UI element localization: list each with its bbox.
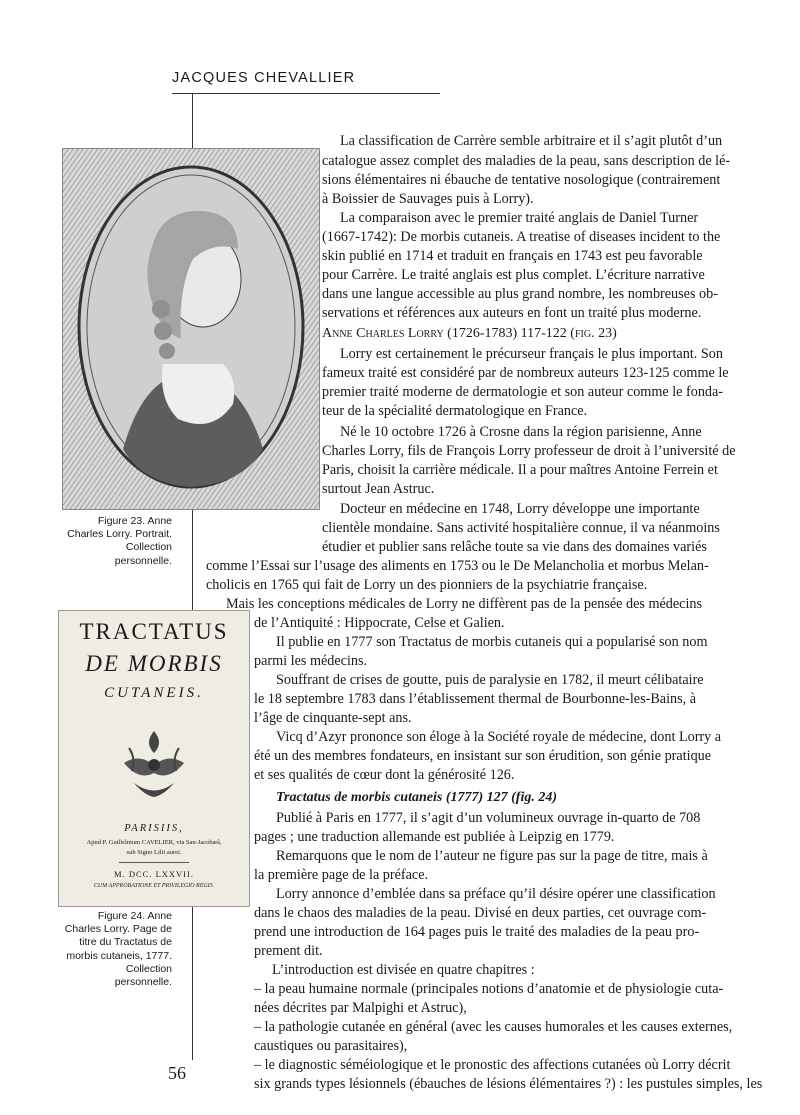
text-line: la première page de la préface.: [254, 867, 429, 883]
text-line: La classification de Carrère semble arbitraire et il s’agit plutôt d’un: [340, 133, 723, 149]
text-line: pour Carrère. Le traité anglais est plus complet. L’écriture narrative: [322, 267, 705, 283]
text-line: – la pathologie cutanée en général (avec les causes humorales et les causes externes,: [254, 1019, 733, 1035]
text-line: Charles Lorry, fils de François Lorry professeur de droit à l’université de: [322, 443, 736, 459]
text-line: prend une introduction de 164 pages puis le traité des maladies de la peau pro-: [254, 924, 700, 940]
page-number: 56: [168, 1063, 186, 1083]
imprint-rule: [119, 862, 189, 863]
text-line: le 18 septembre 1783 dans l’établissement thermal de Bourbonne-les-Bains, à: [254, 691, 697, 707]
text-line: Lorry est certainement le précurseur français le plus important. Son: [340, 346, 723, 362]
figure-24-caption: Figure 24. Anne Charles Lorry. Page de titre du Tractatus de morbis cutaneis, 1777. Collection personnelle.: [64, 910, 172, 989]
imprint-date: M. DCC. LXXVII.: [114, 869, 194, 879]
text-line: sions élémentaires ni ébauche de tentative nosologique (contrairement: [322, 172, 721, 188]
text-line: six grands types lésionnels (ébauches de lésions élémentaires ?) : les pustules simples, les: [254, 1076, 763, 1092]
text-line: Remarquons que le nom de l’auteur ne figure pas sur la page de titre, mais à: [276, 848, 708, 864]
printer-ornament: [114, 723, 194, 803]
text-line: l’âge de cinquante-sept ans.: [254, 710, 412, 726]
text-line: fameux traité est considéré par de nombreux auteurs 123-125 comme le: [322, 365, 729, 381]
running-header: JACQUES CHEVALLIER: [172, 70, 356, 86]
text-line: L’introduction est divisée en quatre chapitres :: [272, 962, 535, 978]
imprint-privilege: CUM APPROBATIONE ET PRIVILEGIO REGIS.: [93, 883, 215, 889]
text-line: (1667-1742): De morbis cutaneis. A treatise of diseases incident to the: [322, 229, 721, 245]
title-line-1: TRACTATUS: [79, 619, 229, 644]
text-line: servations et références aux auteurs en font un traité plus moderne.: [322, 305, 702, 321]
section-heading-lorry: Anne Charles Lorry (1726-1783) 117-122 (fig. 23): [322, 326, 617, 341]
text-line: caustiques ou parasitaires),: [254, 1038, 408, 1054]
text-line: Vicq d’Azyr prononce son éloge à la Société royale de médecine, dont Lorry a: [276, 729, 722, 745]
section-heading-tractatus: Tractatus de morbis cutaneis (1777) 127 (fig. 24): [276, 790, 558, 805]
text-line: teur de la spécialité dermatologique en France.: [322, 403, 588, 419]
figure-23-caption: Figure 23. Anne Charles Lorry. Portrait. Collection personnelle.: [67, 515, 172, 567]
text-line: surtout Jean Astruc.: [322, 481, 435, 497]
text-line: parmi les médecins.: [254, 653, 368, 669]
text-line: – la peau humaine normale (principales notions d’anatomie et de physiologie cuta-: [254, 981, 724, 997]
text-line: de l’Antiquité : Hippocrate, Celse et Galien.: [254, 615, 505, 631]
tractatus-title-page: [58, 610, 250, 907]
text-line: prement dit.: [254, 943, 323, 959]
text-line: Publié à Paris en 1777, il s’agit d’un volumineux ouvrage in-quarto de 708: [276, 810, 701, 826]
text-line: premier traité moderne de dermatologie et son auteur comme le fonda-: [322, 384, 724, 400]
text-line: été un des membres fondateurs, en insistant sur son érudition, son génie pratique: [254, 748, 712, 764]
text-line: La comparaison avec le premier traité anglais de Daniel Turner: [340, 210, 699, 226]
imprint-city: PARISIIS,: [124, 823, 184, 834]
text-line: à Boissier de Sauvages puis à Lorry).: [322, 191, 534, 207]
portrait-illustration: [63, 149, 319, 509]
text-line: et ses qualités de cœur dont la générosité 126.: [254, 767, 515, 783]
text-line: clientèle mondaine. Sans activité hospitalière connue, il va néanmoins: [322, 520, 720, 536]
text-line: Paris, choisit la carrière médicale. Il a pour maîtres Antoine Ferrein et: [322, 462, 718, 478]
imprint-line-1: Apud P. Guillelmum CAVELIER, via San-Jacobæâ,: [86, 839, 222, 846]
title-line-2: DE MORBIS: [85, 651, 223, 676]
text-line: – le diagnostic séméiologique et le pronostic des affections cutanées où Lorry décrit: [254, 1057, 731, 1073]
text-line: Lorry annonce d’emblée dans sa préface qu’il désire opérer une classification: [276, 886, 716, 902]
text-line: pages ; une traduction allemande est publiée à Leipzig en 1779.: [254, 829, 615, 845]
text-line: étudier et publier sans relâche toute sa vie dans des domaines variés: [322, 539, 707, 555]
text-line: dans le chaos des maladies de la peau. Divisé en deux parties, cet ouvrage com-: [254, 905, 707, 921]
text-line: Souffrant de crises de goutte, puis de paralysie en 1782, il meurt célibataire: [276, 672, 704, 688]
text-line: Mais les conceptions médicales de Lorry ne diffèrent pas de la pensée des médecins: [226, 596, 703, 612]
text-line: Docteur en médecine en 1748, Lorry développe une importante: [340, 501, 700, 517]
text-line: cholicis en 1765 qui fait de Lorry un des pionniers de la psychiatrie française.: [206, 577, 648, 593]
text-line: catalogue assez complet des maladies de la peau, sans description de lé-: [322, 153, 731, 169]
text-line: skin publié en 1714 et traduit en français en 1743 est peu favorable: [322, 248, 703, 264]
imprint-line-2: sub Signo Lilii aurei.: [126, 849, 182, 856]
text-line: Il publie en 1777 son Tractatus de morbis cutaneis qui a popularisé son nom: [276, 634, 708, 650]
text-line: nées décrites par Malpighi et Astruc),: [254, 1000, 467, 1016]
text-line: dans une langue accessible au plus grand nombre, les nombreuses ob-: [322, 286, 718, 302]
portrait-engraving: [62, 148, 320, 510]
text-line: Né le 10 octobre 1726 à Crosne dans la région parisienne, Anne: [340, 424, 702, 440]
title-line-3: CUTANEIS.: [104, 685, 204, 701]
header-rule: [172, 93, 440, 94]
text-line: comme l’Essai sur l’usage des aliments en 1753 ou le De Melancholia et morbus Melan-: [206, 558, 709, 574]
